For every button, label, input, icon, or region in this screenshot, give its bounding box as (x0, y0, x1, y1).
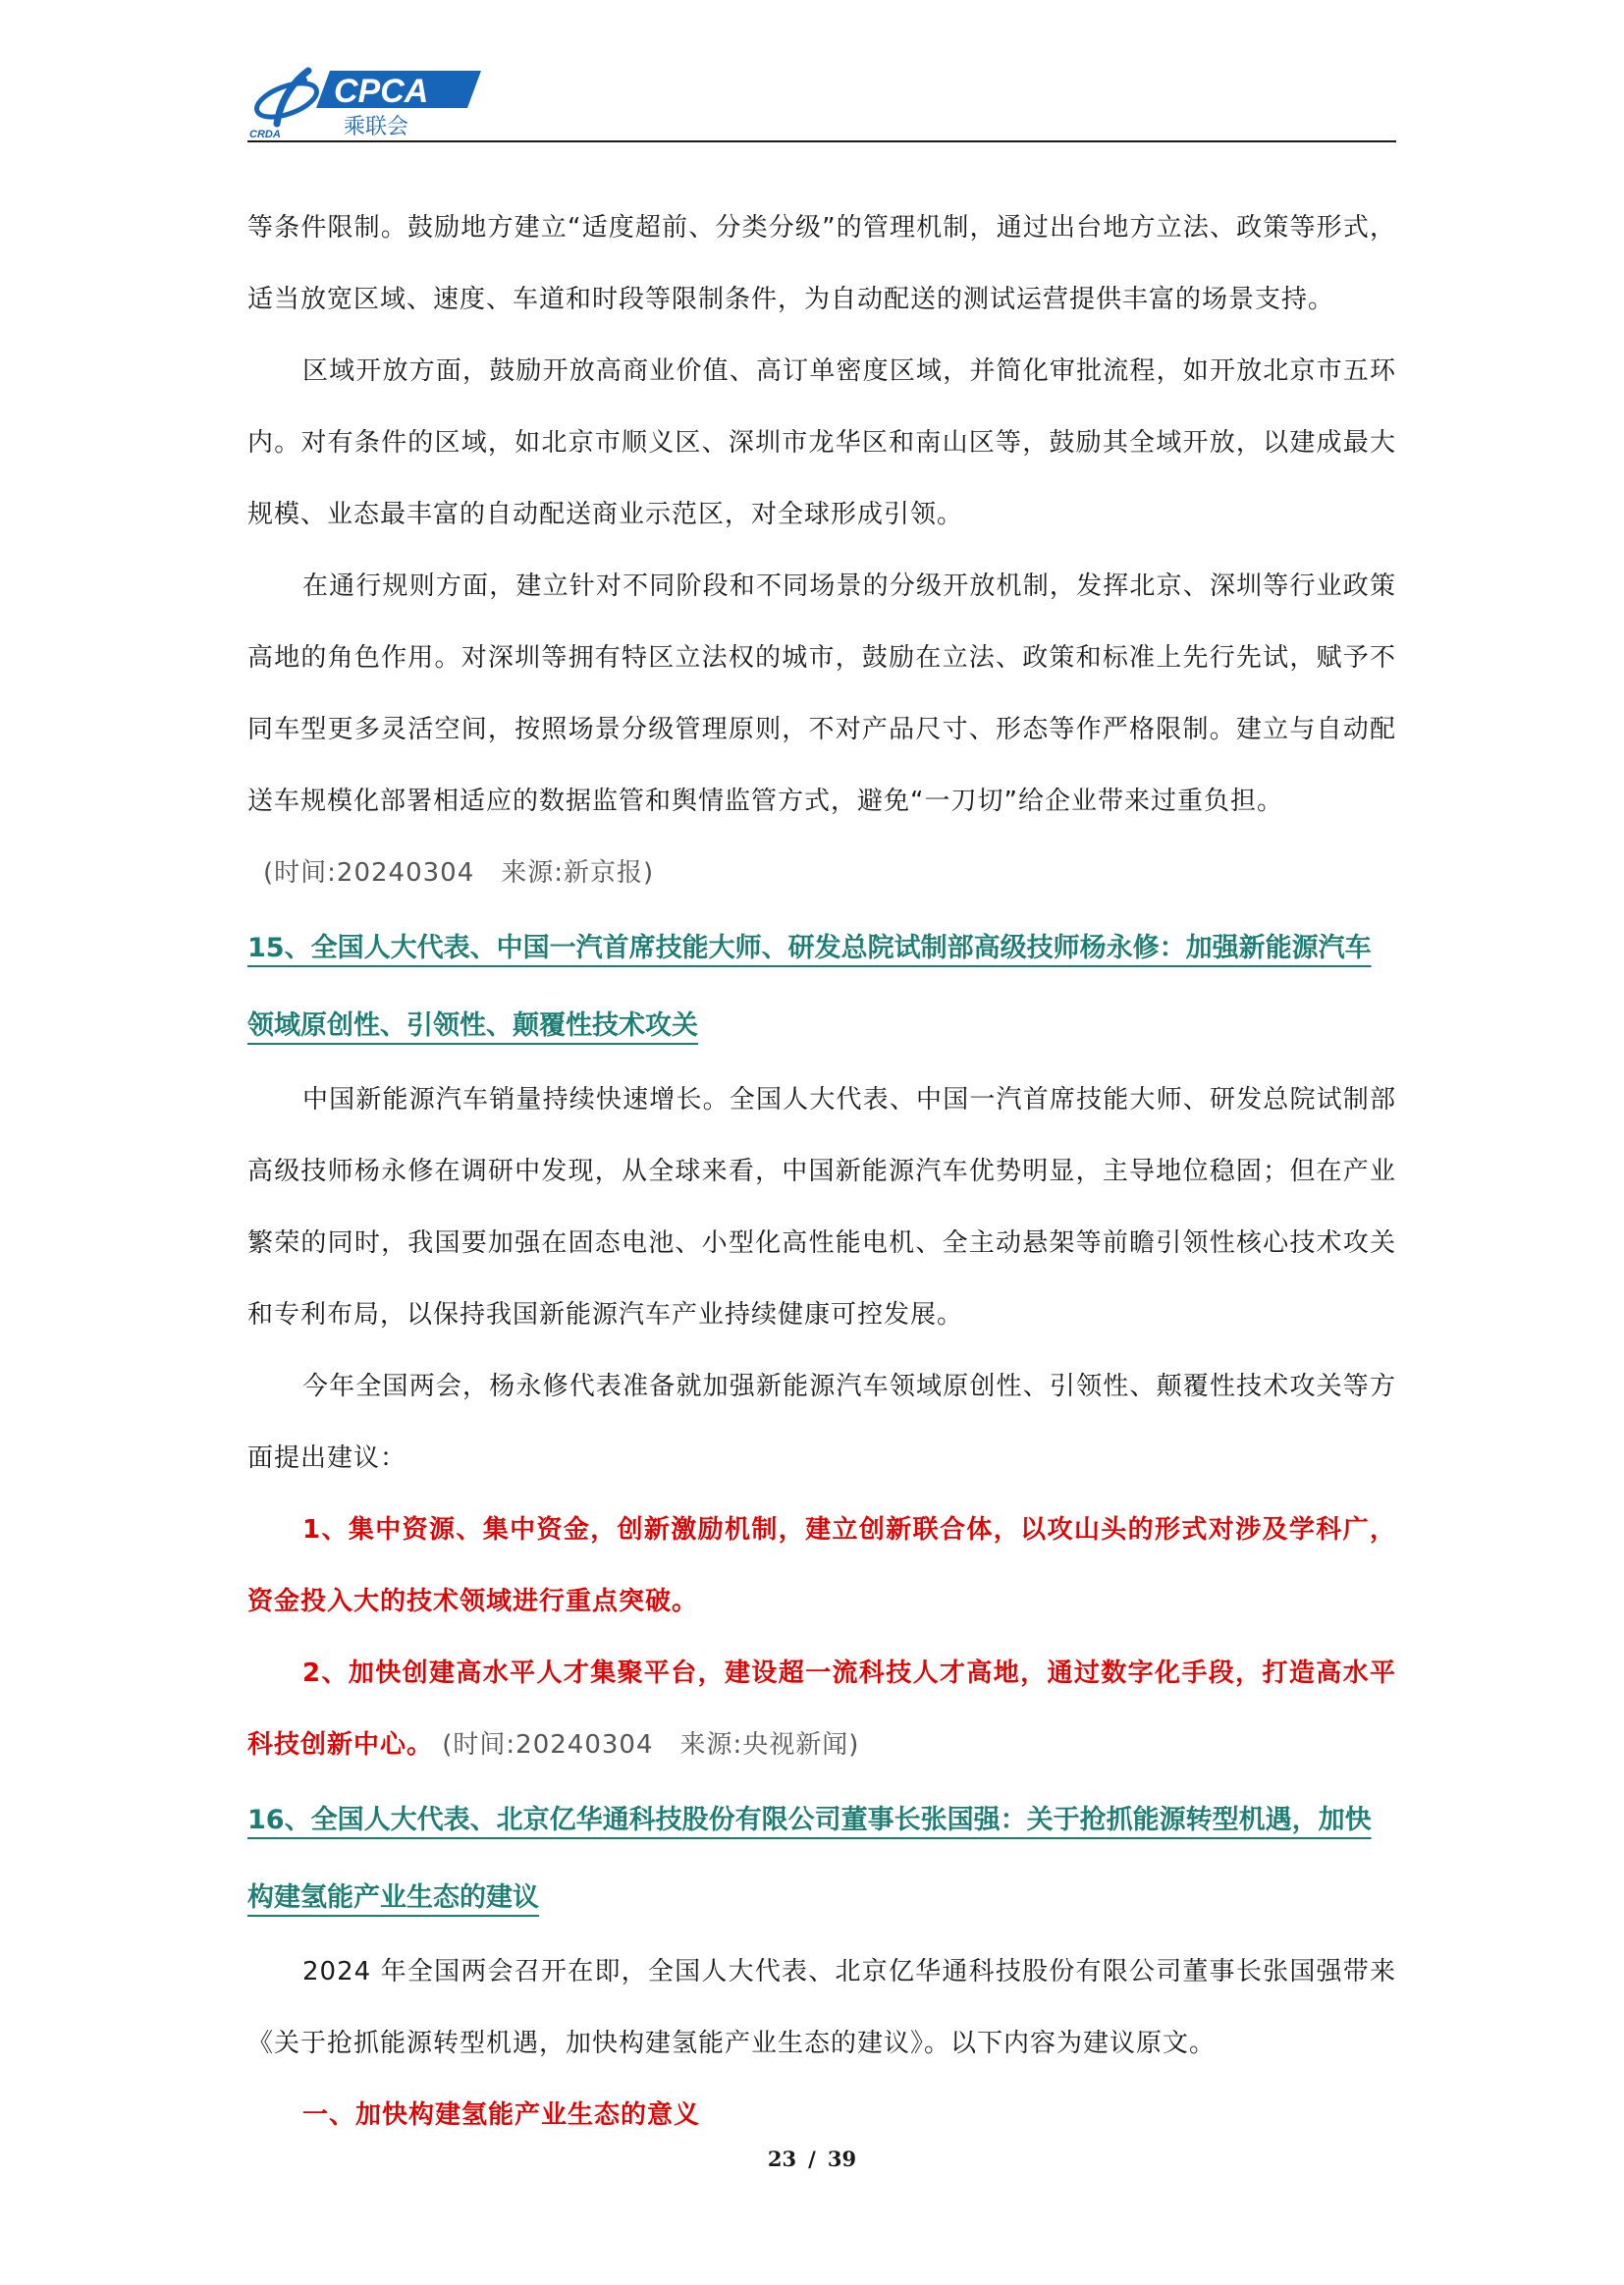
paragraph-traffic-rules: 在通行规则方面，建立针对不同阶段和不同场景的分级开放机制，发挥北京、深圳等行业政策高地的角色作用。对深圳等拥有特区立法权的城市，鼓励在立法、政策和标准上先行先试，赋予不同车型更多灵活空间，按照场景分级管理原则，不对产品尺寸、形态等作严格限制。建立与自动配送车规模化部署相适应的数据监管和舆情监管方式，避免“一刀切”给企业带来过重负担。 (247, 571, 1396, 816)
paragraph-region-opening: 区域开放方面，鼓励开放高商业价值、高订单密度区域，并简化审批流程，如开放北京市五环内。对有条件的区域，如北京市顺义区、深圳市龙华区和南山区等，鼓励其全域开放，以建成最大规模、业态最丰富的自动配送商业示范区，对全球形成引领。 (247, 356, 1396, 529)
cpca-logo (247, 59, 483, 139)
subheading-hydrogen-significance: 一、加快构建氢能产业生态的意义 (302, 2100, 701, 2130)
header-divider (247, 140, 1396, 142)
paragraph-conditions: 等条件限制。鼓励地方建立“适度超前、分类分级”的管理机制，通过出台地方立法、政策等形式，适当放宽区域、速度、车道和时段等限制条件，为自动配送的测试运营提供丰富的场景支持。 (247, 213, 1396, 314)
page-content (247, 192, 1396, 2151)
logo-small: CRDA (249, 129, 281, 139)
source-note-1: (时间:20240304 来源:新京报) (263, 858, 655, 888)
page-number-total: 39 (827, 2147, 857, 2171)
page-header (247, 59, 1396, 143)
section-heading-16: 16、全国人大代表、北京亿华通科技股份有限公司董事长张国强：关于抢抓能源转型机遇，加快构建氢能产业生态的建议 (247, 1805, 1372, 1913)
proposal-item-1: 1、集中资源、集中资金，创新激励机制，建立创新联合体，以攻山头的形式对涉及学科广，资金投入大的技术领域进行重点突破。 (247, 1515, 1396, 1616)
page-footer (0, 2147, 1624, 2171)
paragraph-proposal-intro: 今年全国两会，杨永修代表准备就加强新能源汽车领域原创性、引领性、颠覆性技术攻关等方面提出建议： (247, 1372, 1396, 1473)
paragraph-hydrogen-intro: 2024 年全国两会召开在即，全国人大代表、北京亿华通科技股份有限公司董事长张国强带来《关于抢抓能源转型机遇，加快构建氢能产业生态的建议》。以下内容为建议原文。 (247, 1957, 1396, 2058)
proposal-item-2-line (247, 1638, 1396, 1781)
logo-subtitle: 乘联会 (344, 115, 409, 139)
section-heading-15: 15、全国人大代表、中国一汽首席技能大师、研发总院试制部高级技师杨永修：加强新能源汽车领域原创性、引领性、颠覆性技术攻关 (247, 933, 1372, 1041)
paragraph-nev-growth: 中国新能源汽车销量持续快速增长。全国人大代表、中国一汽首席技能大师、研发总院试制部高级技师杨永修在调研中发现，从全球来看，中国新能源汽车优势明显，主导地位稳固；但在产业繁荣的同时，我国要加强在固态电池、小型化高性能电机、全主动悬架等前瞻引领性核心技术攻关和专利布局，以保持我国新能源汽车产业持续健康可控发展。 (247, 1085, 1396, 1330)
source-note-2: (时间:20240304 来源:央视新闻) (442, 1730, 860, 1760)
logo-text: CPCA (334, 73, 429, 110)
page-number-current: 23 (767, 2147, 797, 2171)
page-number-separator: / (808, 2147, 816, 2171)
proposal-item-2: 2、加快创建高水平人才集聚平台，建设超一流科技人才高地，通过数字化手段，打造高水平科技创新中心。 (247, 1659, 1396, 1760)
